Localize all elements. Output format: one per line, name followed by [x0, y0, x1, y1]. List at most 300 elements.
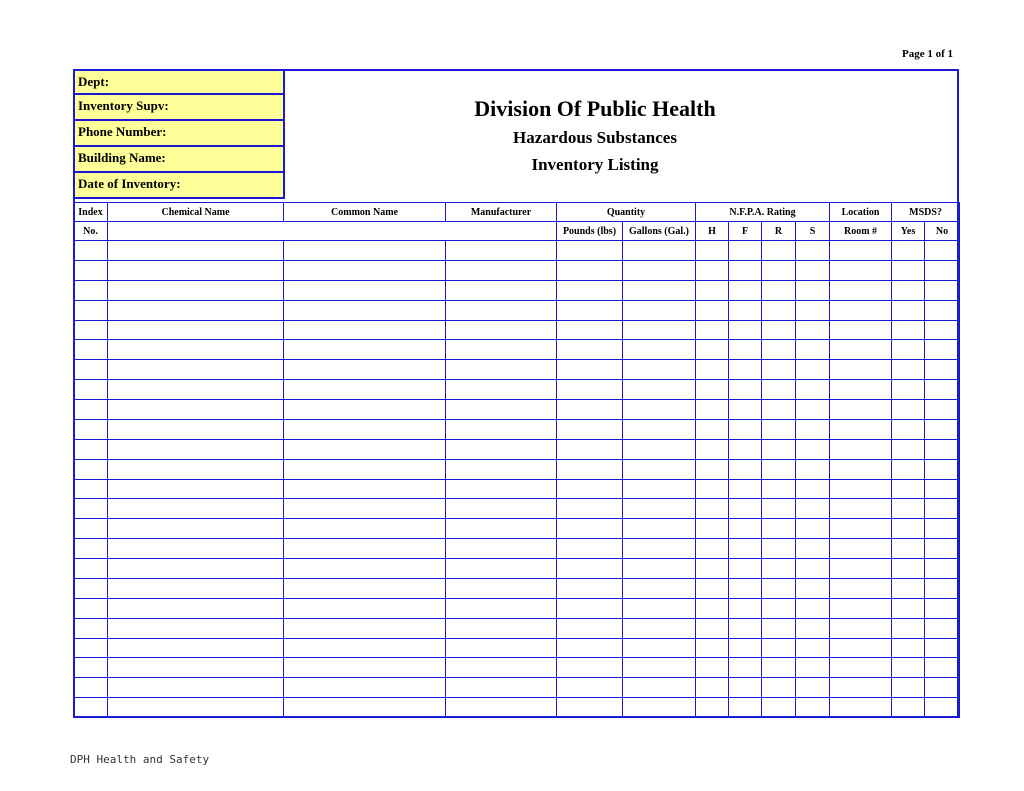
table-cell[interactable] [284, 419, 446, 439]
table-cell[interactable] [74, 678, 108, 698]
table-cell[interactable] [108, 400, 284, 420]
table-cell[interactable] [696, 300, 729, 320]
table-cell[interactable] [892, 479, 925, 499]
table-cell[interactable] [623, 618, 696, 638]
table-cell[interactable] [623, 360, 696, 380]
table-cell[interactable] [762, 638, 796, 658]
table-cell[interactable] [557, 459, 623, 479]
table-cell[interactable] [284, 698, 446, 718]
table-cell[interactable] [446, 400, 557, 420]
table-cell[interactable] [446, 539, 557, 559]
table-cell[interactable] [623, 419, 696, 439]
table-cell[interactable] [557, 598, 623, 618]
table-cell[interactable] [108, 519, 284, 539]
table-cell[interactable] [446, 260, 557, 280]
table-cell[interactable] [696, 459, 729, 479]
table-cell[interactable] [729, 400, 762, 420]
table-cell[interactable] [74, 241, 108, 261]
table-cell[interactable] [446, 559, 557, 579]
table-cell[interactable] [892, 618, 925, 638]
table-cell[interactable] [762, 380, 796, 400]
table-cell[interactable] [925, 578, 960, 598]
table-cell[interactable] [446, 578, 557, 598]
table-cell[interactable] [830, 618, 892, 638]
table-cell[interactable] [284, 280, 446, 300]
table-cell[interactable] [74, 598, 108, 618]
table-cell[interactable] [557, 439, 623, 459]
table-cell[interactable] [892, 320, 925, 340]
table-cell[interactable] [892, 241, 925, 261]
table-cell[interactable] [623, 578, 696, 598]
table-cell[interactable] [284, 658, 446, 678]
table-cell[interactable] [108, 380, 284, 400]
table-cell[interactable] [729, 360, 762, 380]
table-cell[interactable] [892, 280, 925, 300]
table-cell[interactable] [284, 578, 446, 598]
table-cell[interactable] [557, 678, 623, 698]
table-cell[interactable] [925, 499, 960, 519]
table-cell[interactable] [446, 360, 557, 380]
inventory-supervisor-field[interactable]: Inventory Supv: [73, 95, 285, 121]
table-cell[interactable] [284, 320, 446, 340]
table-cell[interactable] [796, 539, 830, 559]
table-cell[interactable] [762, 479, 796, 499]
table-cell[interactable] [830, 340, 892, 360]
table-cell[interactable] [925, 459, 960, 479]
table-cell[interactable] [796, 499, 830, 519]
table-cell[interactable] [623, 340, 696, 360]
table-cell[interactable] [925, 280, 960, 300]
table-cell[interactable] [892, 678, 925, 698]
table-cell[interactable] [696, 678, 729, 698]
table-cell[interactable] [623, 380, 696, 400]
table-cell[interactable] [830, 300, 892, 320]
table-cell[interactable] [108, 539, 284, 559]
table-cell[interactable] [796, 320, 830, 340]
table-cell[interactable] [830, 419, 892, 439]
table-cell[interactable] [762, 499, 796, 519]
table-cell[interactable] [729, 280, 762, 300]
table-cell[interactable] [108, 439, 284, 459]
table-cell[interactable] [925, 678, 960, 698]
table-cell[interactable] [557, 698, 623, 718]
table-cell[interactable] [446, 280, 557, 300]
table-cell[interactable] [74, 479, 108, 499]
table-cell[interactable] [830, 698, 892, 718]
table-cell[interactable] [284, 499, 446, 519]
table-cell[interactable] [446, 698, 557, 718]
table-cell[interactable] [74, 578, 108, 598]
table-cell[interactable] [557, 400, 623, 420]
table-cell[interactable] [762, 360, 796, 380]
table-cell[interactable] [108, 280, 284, 300]
table-cell[interactable] [557, 539, 623, 559]
table-cell[interactable] [925, 638, 960, 658]
table-cell[interactable] [729, 678, 762, 698]
table-cell[interactable] [284, 519, 446, 539]
building-name-field[interactable]: Building Name: [73, 147, 285, 173]
table-cell[interactable] [892, 698, 925, 718]
table-cell[interactable] [796, 519, 830, 539]
table-cell[interactable] [284, 400, 446, 420]
table-cell[interactable] [108, 419, 284, 439]
table-cell[interactable] [284, 459, 446, 479]
table-cell[interactable] [830, 360, 892, 380]
table-cell[interactable] [623, 479, 696, 499]
table-cell[interactable] [696, 539, 729, 559]
date-of-inventory-field[interactable]: Date of Inventory: [73, 173, 285, 199]
table-cell[interactable] [892, 638, 925, 658]
table-cell[interactable] [557, 241, 623, 261]
table-cell[interactable] [830, 459, 892, 479]
table-cell[interactable] [74, 360, 108, 380]
table-cell[interactable] [796, 340, 830, 360]
table-cell[interactable] [696, 698, 729, 718]
table-cell[interactable] [830, 439, 892, 459]
table-cell[interactable] [925, 698, 960, 718]
table-cell[interactable] [796, 439, 830, 459]
table-cell[interactable] [830, 539, 892, 559]
table-cell[interactable] [830, 380, 892, 400]
table-cell[interactable] [925, 360, 960, 380]
table-cell[interactable] [892, 598, 925, 618]
table-cell[interactable] [925, 559, 960, 579]
table-cell[interactable] [557, 360, 623, 380]
table-cell[interactable] [74, 638, 108, 658]
table-cell[interactable] [446, 678, 557, 698]
table-cell[interactable] [623, 300, 696, 320]
table-cell[interactable] [729, 578, 762, 598]
table-cell[interactable] [284, 618, 446, 638]
table-cell[interactable] [892, 658, 925, 678]
table-cell[interactable] [284, 260, 446, 280]
table-cell[interactable] [108, 320, 284, 340]
table-cell[interactable] [696, 479, 729, 499]
table-cell[interactable] [762, 539, 796, 559]
table-cell[interactable] [925, 260, 960, 280]
table-cell[interactable] [892, 578, 925, 598]
table-cell[interactable] [796, 658, 830, 678]
table-cell[interactable] [623, 459, 696, 479]
table-cell[interactable] [557, 320, 623, 340]
table-cell[interactable] [729, 638, 762, 658]
table-cell[interactable] [696, 400, 729, 420]
table-cell[interactable] [74, 698, 108, 718]
table-cell[interactable] [892, 539, 925, 559]
table-cell[interactable] [74, 380, 108, 400]
table-cell[interactable] [446, 340, 557, 360]
table-cell[interactable] [796, 380, 830, 400]
table-cell[interactable] [284, 300, 446, 320]
table-cell[interactable] [925, 479, 960, 499]
table-cell[interactable] [762, 459, 796, 479]
table-cell[interactable] [108, 499, 284, 519]
table-cell[interactable] [446, 658, 557, 678]
table-cell[interactable] [446, 380, 557, 400]
table-cell[interactable] [729, 241, 762, 261]
table-cell[interactable] [762, 598, 796, 618]
table-cell[interactable] [284, 539, 446, 559]
table-cell[interactable] [830, 280, 892, 300]
table-cell[interactable] [830, 479, 892, 499]
table-cell[interactable] [557, 419, 623, 439]
table-cell[interactable] [108, 340, 284, 360]
table-cell[interactable] [74, 400, 108, 420]
table-cell[interactable] [830, 559, 892, 579]
table-cell[interactable] [830, 638, 892, 658]
table-cell[interactable] [557, 260, 623, 280]
table-cell[interactable] [729, 419, 762, 439]
table-cell[interactable] [284, 638, 446, 658]
table-cell[interactable] [830, 678, 892, 698]
table-cell[interactable] [762, 320, 796, 340]
table-cell[interactable] [557, 380, 623, 400]
table-cell[interactable] [925, 519, 960, 539]
table-cell[interactable] [557, 499, 623, 519]
table-cell[interactable] [925, 320, 960, 340]
table-cell[interactable] [729, 380, 762, 400]
table-cell[interactable] [284, 241, 446, 261]
table-cell[interactable] [830, 658, 892, 678]
table-cell[interactable] [729, 519, 762, 539]
table-cell[interactable] [762, 678, 796, 698]
table-cell[interactable] [74, 499, 108, 519]
table-cell[interactable] [74, 658, 108, 678]
table-cell[interactable] [729, 499, 762, 519]
table-cell[interactable] [729, 618, 762, 638]
table-cell[interactable] [74, 320, 108, 340]
table-cell[interactable] [696, 340, 729, 360]
table-cell[interactable] [557, 638, 623, 658]
table-cell[interactable] [623, 598, 696, 618]
table-cell[interactable] [925, 400, 960, 420]
table-cell[interactable] [74, 539, 108, 559]
table-cell[interactable] [830, 320, 892, 340]
table-cell[interactable] [796, 678, 830, 698]
table-cell[interactable] [696, 241, 729, 261]
table-cell[interactable] [108, 260, 284, 280]
table-cell[interactable] [892, 499, 925, 519]
table-cell[interactable] [557, 559, 623, 579]
table-cell[interactable] [446, 439, 557, 459]
table-cell[interactable] [446, 479, 557, 499]
table-cell[interactable] [623, 658, 696, 678]
table-cell[interactable] [696, 260, 729, 280]
table-cell[interactable] [830, 578, 892, 598]
table-cell[interactable] [762, 280, 796, 300]
table-cell[interactable] [108, 459, 284, 479]
table-cell[interactable] [729, 658, 762, 678]
table-cell[interactable] [108, 300, 284, 320]
table-cell[interactable] [796, 260, 830, 280]
table-cell[interactable] [796, 459, 830, 479]
table-cell[interactable] [729, 598, 762, 618]
table-cell[interactable] [108, 698, 284, 718]
table-cell[interactable] [892, 400, 925, 420]
table-cell[interactable] [796, 300, 830, 320]
table-cell[interactable] [762, 300, 796, 320]
table-cell[interactable] [796, 618, 830, 638]
table-cell[interactable] [284, 439, 446, 459]
table-cell[interactable] [446, 320, 557, 340]
table-cell[interactable] [696, 519, 729, 539]
table-cell[interactable] [74, 300, 108, 320]
table-cell[interactable] [762, 578, 796, 598]
table-cell[interactable] [729, 320, 762, 340]
table-cell[interactable] [892, 439, 925, 459]
table-cell[interactable] [796, 698, 830, 718]
table-cell[interactable] [762, 519, 796, 539]
table-cell[interactable] [892, 260, 925, 280]
table-cell[interactable] [696, 559, 729, 579]
table-cell[interactable] [108, 638, 284, 658]
table-cell[interactable] [623, 241, 696, 261]
table-cell[interactable] [623, 439, 696, 459]
table-cell[interactable] [796, 419, 830, 439]
table-cell[interactable] [74, 260, 108, 280]
table-cell[interactable] [925, 340, 960, 360]
table-cell[interactable] [557, 658, 623, 678]
table-cell[interactable] [762, 260, 796, 280]
table-cell[interactable] [696, 578, 729, 598]
phone-number-field[interactable]: Phone Number: [73, 121, 285, 147]
dept-field[interactable]: Dept: [73, 69, 285, 95]
table-cell[interactable] [696, 280, 729, 300]
table-cell[interactable] [623, 280, 696, 300]
table-cell[interactable] [729, 459, 762, 479]
table-cell[interactable] [796, 479, 830, 499]
table-cell[interactable] [623, 698, 696, 718]
table-cell[interactable] [729, 479, 762, 499]
table-cell[interactable] [74, 559, 108, 579]
table-cell[interactable] [762, 658, 796, 678]
table-cell[interactable] [623, 638, 696, 658]
table-cell[interactable] [108, 241, 284, 261]
table-cell[interactable] [892, 419, 925, 439]
table-cell[interactable] [623, 400, 696, 420]
table-cell[interactable] [696, 380, 729, 400]
table-cell[interactable] [925, 618, 960, 638]
table-cell[interactable] [796, 280, 830, 300]
table-cell[interactable] [623, 260, 696, 280]
table-cell[interactable] [108, 360, 284, 380]
table-cell[interactable] [557, 618, 623, 638]
table-cell[interactable] [446, 638, 557, 658]
table-cell[interactable] [830, 400, 892, 420]
table-cell[interactable] [925, 419, 960, 439]
table-cell[interactable] [108, 479, 284, 499]
table-cell[interactable] [696, 618, 729, 638]
table-cell[interactable] [729, 539, 762, 559]
table-cell[interactable] [729, 559, 762, 579]
table-cell[interactable] [892, 340, 925, 360]
table-cell[interactable] [796, 559, 830, 579]
table-cell[interactable] [108, 598, 284, 618]
table-cell[interactable] [557, 280, 623, 300]
table-cell[interactable] [74, 519, 108, 539]
table-cell[interactable] [108, 618, 284, 638]
table-cell[interactable] [74, 439, 108, 459]
table-cell[interactable] [446, 519, 557, 539]
table-cell[interactable] [892, 459, 925, 479]
table-cell[interactable] [762, 618, 796, 638]
table-cell[interactable] [74, 618, 108, 638]
table-cell[interactable] [729, 698, 762, 718]
table-cell[interactable] [108, 658, 284, 678]
table-cell[interactable] [623, 559, 696, 579]
table-cell[interactable] [284, 479, 446, 499]
table-cell[interactable] [696, 360, 729, 380]
table-cell[interactable] [762, 241, 796, 261]
table-cell[interactable] [557, 300, 623, 320]
table-cell[interactable] [557, 340, 623, 360]
table-cell[interactable] [796, 598, 830, 618]
table-cell[interactable] [830, 241, 892, 261]
table-cell[interactable] [925, 300, 960, 320]
table-cell[interactable] [623, 499, 696, 519]
table-cell[interactable] [696, 598, 729, 618]
table-cell[interactable] [446, 618, 557, 638]
table-cell[interactable] [796, 638, 830, 658]
table-cell[interactable] [446, 419, 557, 439]
table-cell[interactable] [108, 678, 284, 698]
table-cell[interactable] [623, 320, 696, 340]
table-cell[interactable] [446, 300, 557, 320]
table-cell[interactable] [830, 260, 892, 280]
table-cell[interactable] [696, 499, 729, 519]
table-cell[interactable] [284, 598, 446, 618]
table-cell[interactable] [925, 539, 960, 559]
table-cell[interactable] [729, 300, 762, 320]
table-cell[interactable] [696, 419, 729, 439]
table-cell[interactable] [108, 559, 284, 579]
table-cell[interactable] [830, 519, 892, 539]
table-cell[interactable] [729, 260, 762, 280]
table-cell[interactable] [696, 638, 729, 658]
table-cell[interactable] [796, 241, 830, 261]
table-cell[interactable] [830, 598, 892, 618]
table-cell[interactable] [623, 678, 696, 698]
table-cell[interactable] [762, 698, 796, 718]
table-cell[interactable] [892, 300, 925, 320]
table-cell[interactable] [729, 439, 762, 459]
table-cell[interactable] [623, 539, 696, 559]
table-cell[interactable] [762, 340, 796, 360]
table-cell[interactable] [762, 419, 796, 439]
table-cell[interactable] [557, 479, 623, 499]
table-cell[interactable] [696, 658, 729, 678]
table-cell[interactable] [762, 559, 796, 579]
table-cell[interactable] [284, 340, 446, 360]
table-cell[interactable] [284, 678, 446, 698]
table-cell[interactable] [830, 499, 892, 519]
table-cell[interactable] [74, 340, 108, 360]
table-cell[interactable] [557, 578, 623, 598]
table-cell[interactable] [284, 559, 446, 579]
table-cell[interactable] [284, 380, 446, 400]
table-cell[interactable] [925, 658, 960, 678]
table-cell[interactable] [796, 360, 830, 380]
table-cell[interactable] [74, 419, 108, 439]
table-cell[interactable] [925, 439, 960, 459]
table-cell[interactable] [446, 598, 557, 618]
table-cell[interactable] [696, 320, 729, 340]
table-cell[interactable] [762, 400, 796, 420]
table-cell[interactable] [729, 340, 762, 360]
table-cell[interactable] [108, 578, 284, 598]
table-cell[interactable] [892, 559, 925, 579]
table-cell[interactable] [557, 519, 623, 539]
